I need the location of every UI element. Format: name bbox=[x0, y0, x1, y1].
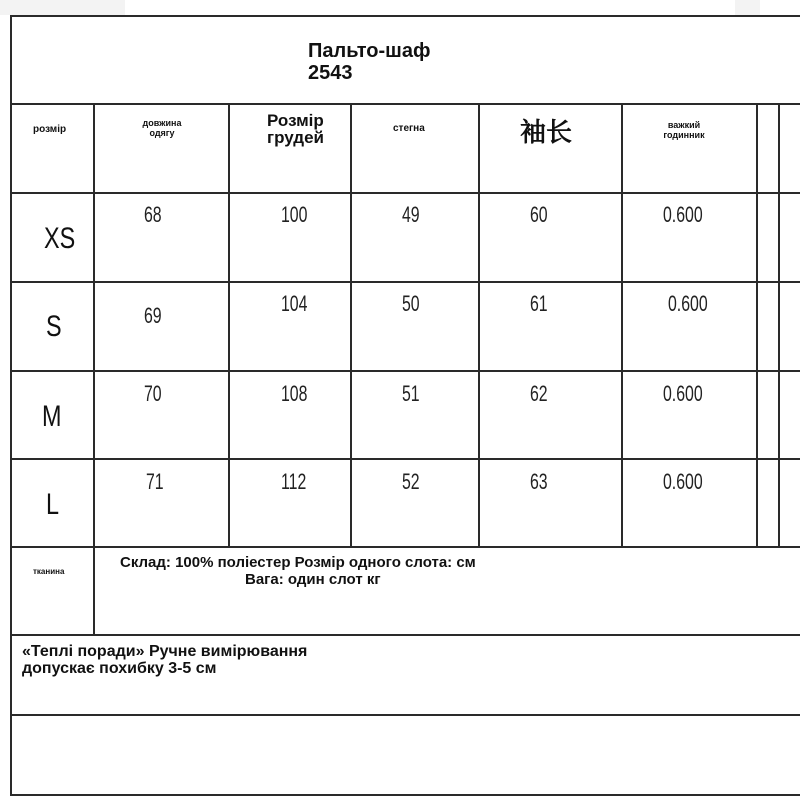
cell-weight: 0.600 bbox=[663, 381, 703, 406]
grid-line bbox=[10, 192, 800, 194]
grid-line bbox=[10, 714, 800, 716]
cell-weight: 0.600 bbox=[663, 202, 703, 227]
cell-chest: 112 bbox=[281, 469, 307, 494]
tips-line-1: «Теплі поради» Ручне вимірювання bbox=[22, 643, 308, 660]
grid-line bbox=[10, 546, 800, 548]
fabric-label: тканина bbox=[33, 567, 65, 576]
fabric-weight: Вага: один слот кг bbox=[245, 571, 381, 588]
header-sleeve: 袖长 bbox=[520, 117, 573, 147]
grid-line bbox=[10, 15, 12, 796]
grid-line bbox=[350, 103, 352, 548]
grid-line bbox=[10, 281, 800, 283]
fabric-composition: Склад: 100% поліестер Розмір одного слота: см bbox=[120, 554, 476, 571]
row-size-label: XS bbox=[44, 222, 76, 255]
cell-hips: 52 bbox=[402, 469, 420, 494]
grid-line bbox=[10, 103, 800, 105]
header-weight: важкий годинник bbox=[663, 120, 705, 140]
grid-line bbox=[10, 15, 800, 17]
cell-length: 70 bbox=[144, 381, 162, 406]
cell-sleeve: 62 bbox=[530, 381, 548, 406]
grid-line bbox=[478, 103, 480, 548]
cell-length: 68 bbox=[144, 202, 162, 227]
top-strip-left bbox=[0, 0, 125, 15]
cell-sleeve: 63 bbox=[530, 469, 548, 494]
cell-length: 69 bbox=[144, 303, 162, 328]
top-strip-right bbox=[735, 0, 760, 15]
cell-hips: 49 bbox=[402, 202, 420, 227]
grid-line bbox=[10, 794, 800, 796]
tips-line-2: допускає похибку 3-5 см bbox=[22, 660, 217, 677]
cell-hips: 51 bbox=[402, 381, 420, 406]
grid-line bbox=[778, 103, 780, 548]
header-hips: стегна bbox=[393, 123, 425, 134]
grid-line bbox=[228, 103, 230, 548]
grid-line bbox=[10, 458, 800, 460]
grid-line bbox=[621, 103, 623, 548]
row-size-label: M bbox=[42, 400, 62, 433]
header-length: довжина одягу bbox=[142, 118, 182, 138]
cell-sleeve: 60 bbox=[530, 202, 548, 227]
grid-line bbox=[756, 103, 758, 548]
title-line-1: Пальто-шаф bbox=[308, 40, 431, 62]
header-chest: Розмір грудей bbox=[267, 111, 324, 147]
cell-hips: 50 bbox=[402, 291, 420, 316]
grid-line bbox=[93, 103, 95, 636]
cell-length: 71 bbox=[146, 469, 164, 494]
row-size-label: S bbox=[46, 310, 62, 343]
cell-chest: 104 bbox=[281, 291, 308, 316]
page-title bbox=[308, 40, 430, 84]
row-size-label: L bbox=[46, 488, 60, 521]
cell-chest: 108 bbox=[281, 381, 308, 406]
cell-chest: 100 bbox=[281, 202, 308, 227]
grid-line bbox=[10, 370, 800, 372]
title-line-2: 2543 bbox=[308, 62, 353, 84]
tips-note bbox=[22, 643, 307, 677]
cell-sleeve: 61 bbox=[530, 291, 548, 316]
cell-weight: 0.600 bbox=[663, 469, 703, 494]
header-size: розмір bbox=[33, 124, 67, 135]
cell-weight: 0.600 bbox=[668, 291, 708, 316]
grid-line bbox=[10, 634, 800, 636]
